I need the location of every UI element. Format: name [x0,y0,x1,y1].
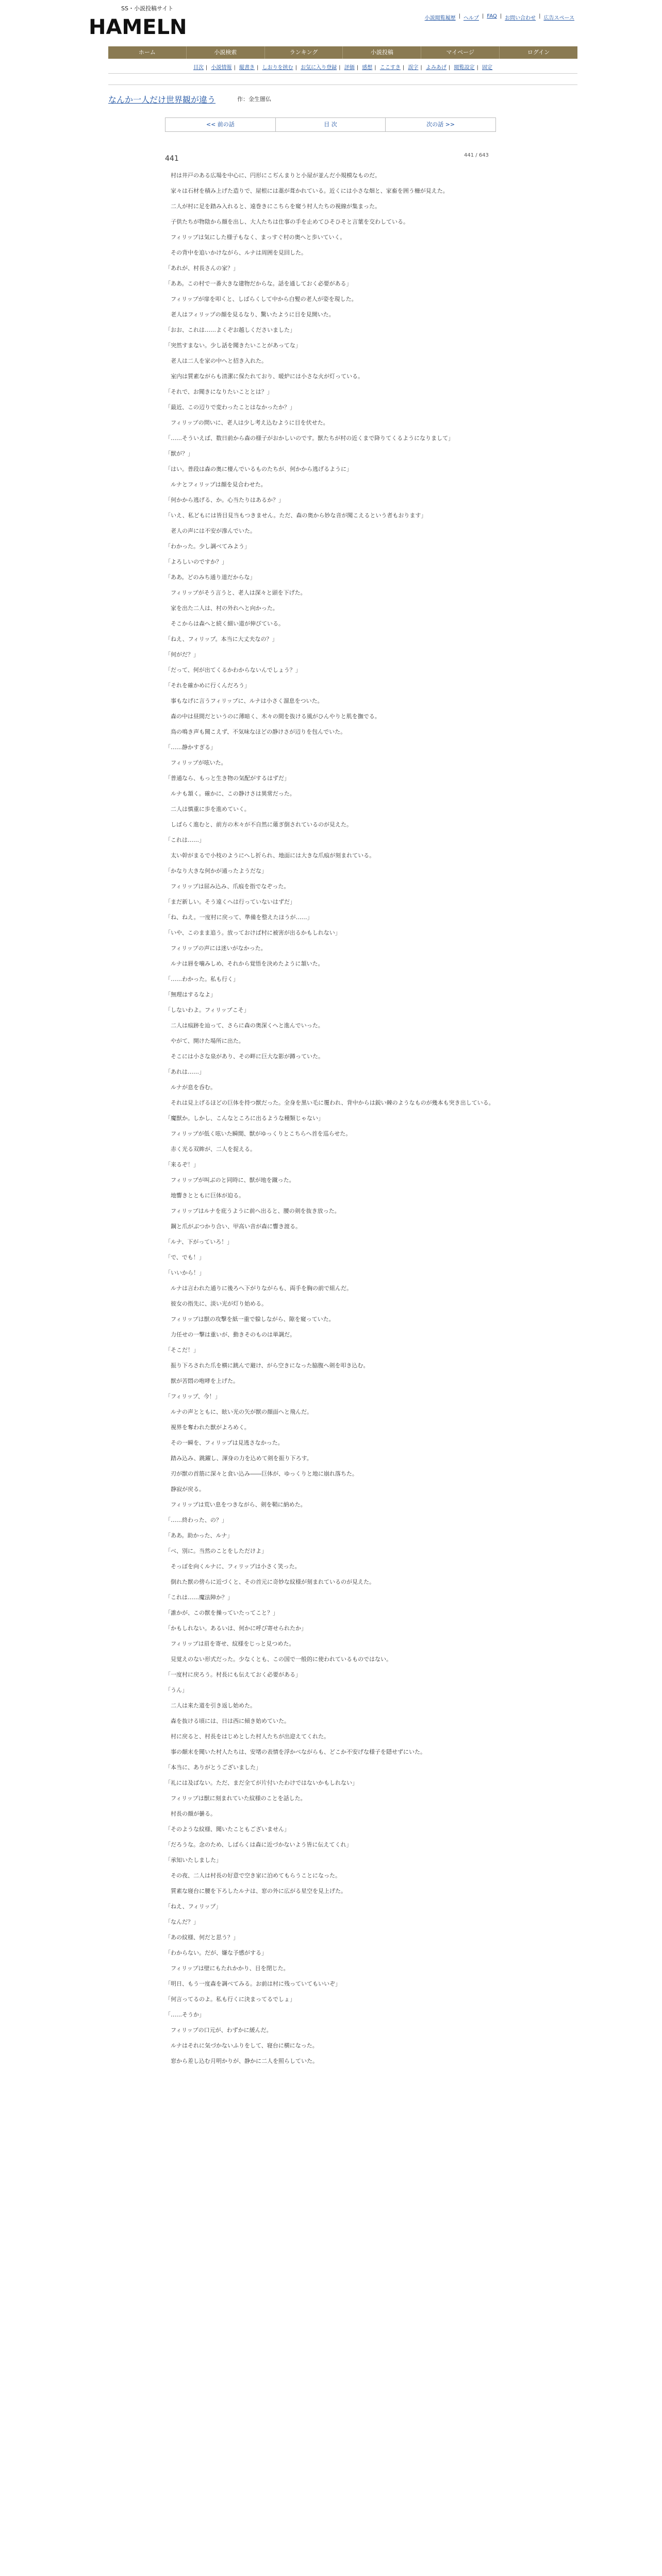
separator: | [402,65,405,71]
paragraph: 「獣が？」 [165,450,193,457]
paragraph: フィリップが低く呟いた瞬間、獣がゆっくりとこちらへ首を巡らせた。 [165,1130,352,1137]
paragraph: フィリップは獣の攻撃を紙一重で躱しながら、隙を窺っていた。 [165,1316,335,1323]
chapter-number: 441 [165,155,179,163]
paragraph: 「いいから！」 [165,1269,205,1276]
subnav-toc[interactable]: 目次 [193,65,204,71]
paragraph: 「それを確かめに行くんだろう」 [165,682,250,689]
paragraph: ルナとフィリップは顔を見合わせた。 [165,481,267,488]
paragraph: 「かもしれない。あるいは、何かに呼び寄せられたか」 [165,1625,307,1632]
separator: | [482,13,484,19]
paragraph: 森を抜ける頃には、日は西に傾き始めていた。 [165,1718,290,1724]
separator: | [539,13,541,19]
top-link-help[interactable]: ヘルプ [464,15,479,21]
paragraph: 村長の顔が曇る。 [165,1810,216,1817]
paragraph: 「……そういえば、数日前から森の様子がおかしいのです。獣たちが村の近くまで降りてくるようになりまして」 [165,435,454,442]
author-name[interactable]: 作：金生闇仏 [237,96,271,103]
paragraph: フィリップの口元が、わずかに緩んだ。 [165,2027,272,2033]
sub-nav [108,63,577,71]
paragraph: 「……わかった。私も行く」 [165,976,239,982]
separator: | [458,13,460,19]
paragraph: 「本当に、ありがとうございました」 [165,1764,261,1771]
paragraph: ルナも頷く。確かに、この静けさは異常だった。 [165,790,295,797]
paragraph: 「だって、何が出てくるかわからないんでしょう？」 [165,667,301,673]
paragraph: フィリップの問いに、老人は少し考え込むように目を伏せた。 [165,419,329,426]
paragraph: 刃が獣の首筋に深々と食い込み――巨体が、ゆっくりと地に崩れ落ちた。 [165,1470,358,1477]
paragraph: 室内は質素ながらも清潔に保たれており、暖炉には小さな火が灯っている。 [165,373,363,380]
paragraph: 「いえ、私どもには皆目見当もつきません。ただ、森の奥から妙な音が聞こえるという者もおります」 [165,512,427,519]
paragraph: フィリップが呟いた。 [165,759,227,766]
episode-count: 441 / 643 [464,152,489,158]
paragraph: 「まだ新しい。そう遠くへは行っていないはずだ」 [165,899,295,905]
site-header [0,0,662,42]
paragraph: 鋼と爪がぶつかり合い、甲高い音が森に響き渡る。 [165,1223,301,1230]
separator: | [257,65,259,71]
paragraph: それは見上げるほどの巨体を持つ獣だった。全身を黒い毛に覆われ、背中からは鋭い棘のようなものが幾本も突き出している。 [165,1099,494,1106]
paragraph: 赤く光る双眸が、二人を捉える。 [165,1146,256,1153]
paragraph: 「おお、これは……よくぞお越しくださいました」 [165,327,295,333]
paragraph: 「ね、ねえ。一度村に戻って、準備を整えたほうが……」 [165,914,313,921]
paragraph: 「それで、お聞きになりたいこととは？」 [165,388,273,395]
paragraph: そっぽを向くルナに、フィリップは小さく笑った。 [165,1563,301,1570]
top-link-ads[interactable]: 広告スペース [543,15,574,21]
paragraph: 「わからない。だが、嫌な予感がする」 [165,1950,267,1956]
paragraph: 事の顛末を聞いた村人たちは、安堵の表情を浮かべながらも、どこか不安げな様子を隠せずにいた。 [165,1749,426,1755]
paragraph: その背中を追いかけながら、ルナは周囲を見回した。 [165,249,307,256]
paragraph: 振り下ろされた爪を横に跳んで避け、がら空きになった脇腹へ剣を叩き込む。 [165,1362,369,1369]
paragraph: 子供たちが物陰から顔を出し、大人たちは仕事の手を止めてひそひそと言葉を交わしている。 [165,218,409,225]
separator: | [476,65,478,71]
paragraph: 「ああ。どのみち通り道だからな」 [165,574,256,581]
paragraph: 「無理はするなよ」 [165,991,216,998]
paragraph: フィリップは気にした様子もなく、まっすぐ村の奥へと歩いていく。 [165,234,346,241]
paragraph: 「うん」 [165,1687,188,1693]
subnav-tts[interactable]: よみあげ [425,65,446,71]
subnav-pin[interactable]: 固定 [482,65,493,71]
paragraph: 「ねえ、フィリップ」 [165,1903,222,1910]
paragraph: 「一度村に戻ろう。村長にも伝えておく必要がある」 [165,1671,301,1678]
paragraph: 窓から差し込む月明かりが、静かに二人を照らしていた。 [165,2058,318,2064]
paragraph: ルナは言われた通りに後ろへ下がりながらも、両手を胸の前で組んだ。 [165,1285,352,1292]
subnav-vertical[interactable]: 縦書き [239,65,255,71]
paragraph: フィリップはルナを庇うように前へ出ると、腰の剣を抜き放った。 [165,1208,340,1214]
paragraph: 「しないわよ。フィリップこそ」 [165,1007,250,1013]
paragraph: 「ああ。この村で一番大きな建物だからな。話を通しておく必要がある」 [165,280,352,287]
paragraph: 「あの紋様、何だと思う？」 [165,1934,239,1941]
paragraph: その夜、二人は村長の好意で空き家に泊めてもらうことになった。 [165,1872,341,1879]
paragraph: 老人の声には不安が滲んでいた。 [165,528,256,534]
paragraph: 視界を奪われた獣がよろめく。 [165,1424,250,1431]
novel-title[interactable]: なんか一人だけ世界観が違う [108,95,216,105]
paragraph: 踏み込み、跳躍し、渾身の力を込めて剣を振り下ろす。 [165,1455,312,1462]
paragraph: 老人は二人を家の中へと招き入れた。 [165,358,267,364]
paragraph: 「わかった。少し調べてみよう」 [165,543,250,550]
paragraph: 「礼には及ばない。ただ、まだ全てが片付いたわけではないかもしれない」 [165,1780,358,1786]
paragraph: ルナは唇を噛みしめ、それから覚悟を決めたように頷いた。 [165,960,324,967]
paragraph: ルナの声とともに、眩い光の矢が獣の顔面へと飛んだ。 [165,1409,312,1415]
novel-body [165,171,495,2576]
paragraph: 老人はフィリップの顔を見るなり、驚いたように目を見開いた。 [165,311,335,318]
paragraph: 二人が村に足を踏み入れると、遠巻きにこちらを窺う村人たちの視線が集まった。 [165,203,380,210]
subnav-like[interactable]: ここすき [379,65,401,71]
paragraph: 家を出た二人は、村の外れへと向かった。 [165,605,278,612]
divider [108,84,577,85]
separator: | [339,65,341,71]
paragraph: 「ねえ、フィリップ。本当に大丈夫なの？」 [165,636,278,642]
paragraph: フィリップは屈み込み、爪痕を指でなぞった。 [165,883,290,890]
paragraph: 「何言ってるのよ。私も行くに決まってるでしょ」 [165,1996,295,2003]
paragraph: ルナが息を呑む。 [165,1084,216,1091]
paragraph: 「べ、別に。当然のことをしただけよ」 [165,1548,267,1554]
top-link-history[interactable]: 小説閲覧履歴 [424,15,456,21]
paragraph: 「かなり大きな何かが通ったようだな」 [165,868,267,874]
separator: | [356,65,359,71]
paragraph: 力任せの一撃は重いが、動きそのものは単調だ。 [165,1331,295,1338]
paragraph: 村は井戸のある広場を中心に、円形にこぢんまりと小屋が並んだ小規模なものだ。 [165,172,380,179]
paragraph: 「……静かすぎる」 [165,744,216,751]
paragraph: 「何かから逃げる、か。心当たりはあるか？」 [165,497,284,503]
paragraph: フィリップの声には迷いがなかった。 [165,945,267,952]
paragraph: 二人は痕跡を辿って、さらに森の奥深くへと進んでいった。 [165,1022,324,1029]
paragraph: 「突然すまない。少し話を聞きたいことがあってな」 [165,342,301,349]
paragraph: 地響きとともに巨体が迫る。 [165,1192,244,1199]
paragraph: 「だろうな。念のため、しばらくは森に近づかないよう皆に伝えてくれ」 [165,1841,352,1848]
subnav-settings[interactable]: 閲覧設定 [454,65,475,71]
paragraph: 彼女の指先に、淡い光が灯り始める。 [165,1300,267,1307]
nav-ranking[interactable]: ランキング [265,46,343,59]
subnav-favorite[interactable]: お気に入り登録 [301,65,337,71]
paragraph: 鳥の鳴き声も聞こえず、不気味なほどの静けさが辺りを包んでいた。 [165,728,346,735]
top-link-contact[interactable]: お問い合わせ [505,15,536,21]
paragraph: 太い幹がまるで小枝のようにへし折られ、地面には大きな爪痕が刻まれている。 [165,852,375,859]
paragraph: 家々は石材を積み上げた造りで、屋根には藁が葺かれている。近くには小さな畑と、家畜を囲う柵が見えた。 [165,188,449,194]
paragraph: 「誰かが、この獣を操っていたってこと？」 [165,1609,278,1616]
toc-link[interactable]: 目 次 [276,118,386,131]
top-links [425,13,574,21]
paragraph: フィリップが扉を叩くと、しばらくして中から白髪の老人が姿を現した。 [165,296,357,302]
top-link-faq[interactable]: FAQ [487,13,497,19]
paragraph: 「で、でも！」 [165,1254,205,1261]
paragraph: 「よろしいのですか？」 [165,558,227,565]
subnav-info[interactable]: 小説情報 [211,65,232,71]
episode-pager [165,117,496,132]
paragraph: 「フィリップ、今！」 [165,1393,221,1400]
separator: | [448,65,451,71]
paragraph: 「はい。普段は森の奥に棲んでいるものたちが、何かから逃げるように」 [165,466,352,472]
separator: | [205,65,208,71]
site-tagline: SS・小説投稿サイト [121,5,174,12]
separator: | [374,65,376,71]
paragraph: 倒れた獣の傍らに近づくと、その首元に奇妙な紋様が刻まれているのが見えた。 [165,1579,375,1585]
paragraph: 村に戻ると、村長をはじめとした村人たちが出迎えてくれた。 [165,1733,329,1740]
paragraph: 「ルナ、下がっていろ！」 [165,1239,233,1245]
paragraph: 静寂が戻る。 [165,1486,205,1493]
paragraph: 「ああ。助かった、ルナ」 [165,1532,233,1539]
prev-episode-link[interactable]: << 前の話 [166,118,276,131]
paragraph: フィリップは獣に刻まれていた紋様のことを話した。 [165,1795,306,1802]
next-episode-link[interactable]: 次の話 >> [426,121,455,128]
paragraph: 見覚えのない形式だった。少なくとも、この国で一般的に使われているものではない。 [165,1656,392,1663]
paragraph: 二人は来た道を引き返し始めた。 [165,1702,256,1709]
paragraph: フィリップが叫ぶのと同時に、獣が地を蹴った。 [165,1177,295,1183]
nav-mypage[interactable]: マイページ [421,46,500,59]
paragraph: 二人は慎重に歩を進めていく。 [165,806,250,812]
paragraph: フィリップがそう言うと、老人は深々と頭を下げた。 [165,589,306,596]
paragraph: 森の中は昼間だというのに薄暗く、木々の間を抜ける風がひんやりと肌を撫でる。 [165,713,380,720]
paragraph: 質素な寝台に腰を下ろしたルナは、窓の外に広がる星空を見上げた。 [165,1888,346,1894]
paragraph: 「魔獣か。しかし、こんなところに出るような種類じゃない」 [165,1115,324,1122]
paragraph: やがて、開けた場所に出た。 [165,1038,244,1044]
separator: | [234,65,236,71]
subnav-review[interactable]: 感想 [362,65,373,71]
paragraph: 「承知いたしました」 [165,1857,222,1863]
paragraph: 「これは……魔法陣か？」 [165,1594,233,1601]
paragraph: そこには小さな泉があり、その畔に巨大な影が蹲っていた。 [165,1053,324,1060]
separator: | [420,65,422,71]
paragraph: フィリップは壁にもたれかかり、目を閉じた。 [165,1965,289,1972]
paragraph: 「明日、もう一度森を調べてみる。お前は村に残っていてもいいぞ」 [165,1980,341,1987]
paragraph: しばらく進むと、前方の木々が不自然に薙ぎ倒されているのが見えた。 [165,821,352,828]
paragraph: そこからは森へと続く細い道が伸びている。 [165,620,284,627]
divider [108,73,577,74]
svg-text:HAMELN: HAMELN [89,15,187,39]
paragraph: 獣が苦悶の咆哮を上げた。 [165,1378,239,1384]
paragraph: 「何がだ？」 [165,651,199,658]
paragraph: 「……そうか」 [165,2011,205,2018]
paragraph: 「そこだ！」 [165,1347,199,1353]
paragraph: 「なんだ？」 [165,1919,199,1925]
subnav-bookmark[interactable]: しおりを挟む [262,65,293,71]
paragraph: 「そのような紋様、聞いたこともございません」 [165,1826,290,1833]
paragraph: 「普通なら、もっと生き物の気配がするはずだ」 [165,775,290,782]
paragraph: 「……終わった、の？」 [165,1517,227,1523]
paragraph: 事もなげに言うフィリップに、ルナは小さく溜息をついた。 [165,698,323,704]
paragraph: フィリップは荒い息をつきながら、剣を鞘に納めた。 [165,1501,306,1508]
paragraph: 「あれが、村長さんの家？」 [165,265,239,272]
paragraph: ルナはそれに気づかないふりをして、寝台に横になった。 [165,2042,318,2049]
paragraph: 「これは……」 [165,837,205,843]
paragraph: フィリップは眉を寄せ、紋様をじっと見つめた。 [165,1640,295,1647]
paragraph: 「来るぞ！」 [165,1161,199,1168]
nav-login[interactable]: ログイン [527,49,550,56]
separator: | [500,13,502,19]
subnav-typo[interactable]: 誤字 [408,65,419,71]
paragraph: 「いや、このまま追う。放っておけば村に被害が出るかもしれない」 [165,929,341,936]
nav-home[interactable]: ホーム [108,46,187,59]
subnav-rate[interactable]: 評価 [344,65,355,71]
paragraph: 「あれは……」 [165,1069,205,1075]
nav-post[interactable]: 小説投稿 [343,46,421,59]
separator: | [295,65,297,71]
main-nav [108,46,577,59]
paragraph: 「最近、この辺りで変わったことはなかったか？」 [165,404,295,411]
paragraph: その一瞬を、フィリップは見逃さなかった。 [165,1439,284,1446]
nav-search[interactable]: 小説検索 [187,46,265,59]
